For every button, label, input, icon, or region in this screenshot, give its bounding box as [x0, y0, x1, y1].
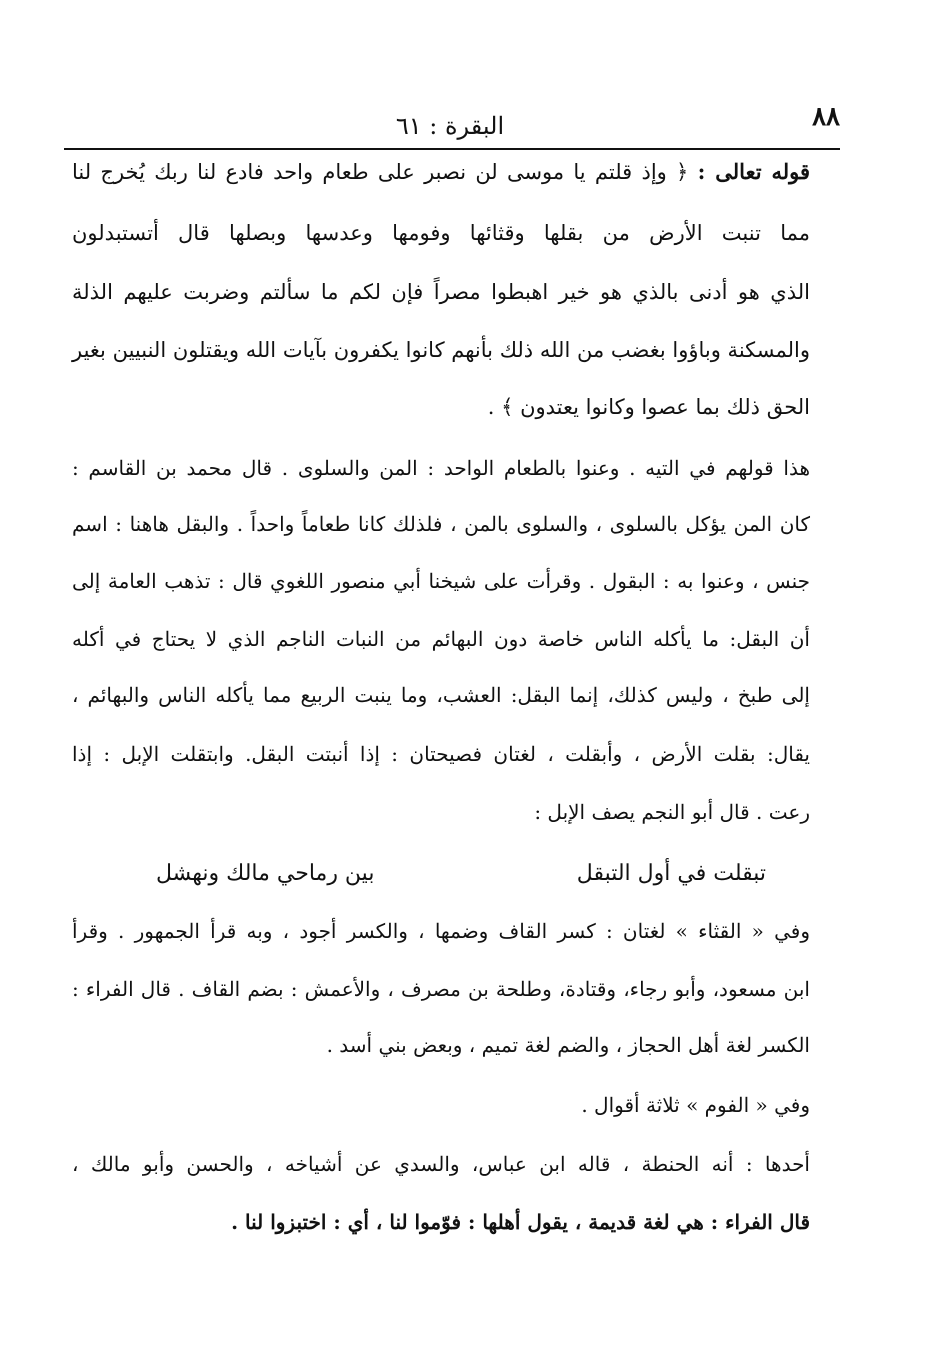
page-number: ٨٨ — [812, 102, 840, 132]
verse-line: الذي هو أدنى بالذي هو خير اهبطوا مصراً فإن لكم ما سألتم وضربت عليهم الذلة — [72, 280, 810, 304]
verse-lead: قوله تعالى : — [697, 159, 810, 184]
poem-verse — [156, 861, 766, 887]
paragraph-line: أن البقل: ما يأكله الناس خاصة دون البهائم من النبات الناجم الذي لا يحتاج في أكله — [72, 627, 810, 651]
paragraph-line: جنس ، وعنوا به : البقول . وقرأت على شيخنا أبي منصور اللغوي قال : تذهب العامة إلى — [72, 569, 810, 593]
paragraph-line: وفي « الفوم » ثلاثة أقوال . — [581, 1093, 810, 1117]
verse-line: الحق ذلك بما عصوا وكانوا يعتدون ﴾ . — [487, 395, 810, 419]
poem-second-hemistich: بين رماحي مالك ونهشل — [156, 861, 375, 886]
paragraph-line: إلى طبخ ، وليس كذلك، إنما البقل: العشب، وما ينبت الربيع مما يأكله الناس والبهائم ، — [72, 683, 810, 707]
paragraph-line: هذا قولهم في التيه . وعنوا بالطعام الواحد : المن والسلوى . قال محمد بن القاسم : — [72, 456, 810, 480]
paragraph-line: أحدها : أنه الحنطة ، قاله ابن عباس، والسدي عن أشياخه ، والحسن وأبو مالك ، — [72, 1152, 810, 1176]
running-head: البقرة : ٦١ — [395, 112, 505, 140]
verse-line — [72, 160, 810, 184]
paragraph-line: الكسر لغة أهل الحجاز ، والضم لغة تميم ، وبعض بني أسد . — [326, 1033, 810, 1057]
paragraph-line: كان المن يؤكل بالسلوى ، والسلوى بالمن ، فلذلك كانا طعاماً واحداً . والبقل هاهنا : اسم — [72, 512, 810, 536]
verse-line: والمسكنة وباؤوا بغضب من الله ذلك بأنهم كانوا يكفرون بآيات الله ويقتلون النبيين بغير — [72, 338, 810, 362]
paragraph-line: وفي « القثاء » لغتان : كسر القاف وضمها ، والكسر أجود ، وبه قرأ الجمهور . وقرأ — [72, 919, 810, 943]
paragraph-line: ابن مسعود، وأبو رجاء، وقتادة، وطلحة بن مصرف ، والأعمش : بضم القاف . قال الفراء : — [72, 977, 810, 1001]
paragraph-line: قال الفراء : هي لغة قديمة ، يقول أهلها : فوّموا لنا ، أي : اختبزوا لنا . — [231, 1210, 810, 1234]
verse-text: ﴿ وإذ قلتم يا موسى لن نصبر على طعام واحد فادع لنا ربك يُخرج لنا — [72, 160, 689, 184]
header-rule — [64, 148, 840, 150]
poem-first-hemistich: تبقلت في أول التبقل — [576, 861, 766, 886]
paragraph-line: رعت . قال أبو النجم يصف الإبل : — [534, 800, 810, 824]
paragraph-line: يقال: بقلت الأرض ، وأبقلت ، لغتان فصيحتان : إذا أنبتت البقل. وابتقلت الإبل : إذا — [72, 742, 810, 766]
verse-line: مما تنبت الأرض من بقلها وقثائها وفومها وعدسها وبصلها قال أتستبدلون — [72, 221, 810, 245]
